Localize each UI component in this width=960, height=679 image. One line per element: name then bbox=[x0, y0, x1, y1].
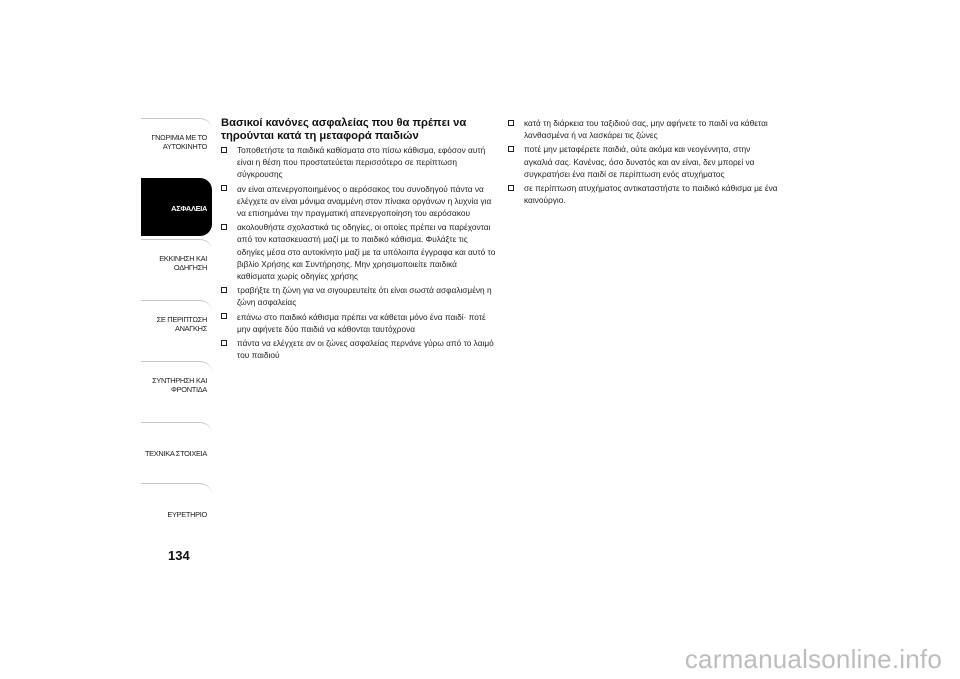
tab-maintenance[interactable] bbox=[141, 361, 212, 419]
checkbox-bullet-icon bbox=[508, 185, 514, 191]
tab-label: ΣΕ ΠΕΡΙΠΤΩΣΗ ΑΝΑΓΚΗΣ bbox=[156, 315, 207, 333]
tab-index[interactable] bbox=[141, 483, 212, 541]
list-item: Τοποθετήστε τα παιδικά καθίσματα στο πίσω κάθισμα, εφόσον αυτή είναι η θέση που προστατεύεται περισσότερο σε περίπτωση σύγκρουσης bbox=[221, 144, 496, 181]
checkbox-bullet-icon bbox=[221, 313, 227, 319]
checkbox-bullet-icon bbox=[221, 224, 227, 230]
list-item: ποτέ μην μεταφέρετε παιδιά, ούτε ακόμα και νεογέννητα, στην αγκαλιά σας. Κανένας, όσο δυνατός και αν είναι, δεν μπορεί να συγκρατήσει ένα παιδί σε περίπτωση ενός ατυχήματος bbox=[508, 143, 778, 180]
checkbox-bullet-icon bbox=[221, 147, 227, 153]
tab-technical-data[interactable] bbox=[141, 422, 212, 480]
watermark: carmanualsonline.info bbox=[684, 644, 942, 674]
checkbox-bullet-icon bbox=[221, 340, 227, 346]
tab-label: ΤΕΧΝΙΚΑ ΣΤΟΙΧΕΙΑ bbox=[144, 449, 207, 458]
checkbox-bullet-icon bbox=[508, 120, 514, 126]
tab-emergency[interactable] bbox=[141, 300, 212, 358]
section-title: Βασικοί κανόνες ασφαλείας που θα πρέπει να τηρούνται κατά τη μεταφορά παιδιών bbox=[221, 117, 467, 142]
right-column bbox=[508, 117, 778, 208]
list-item: κατά τη διάρκεια του ταξιδιού σας, μην αφήνετε το παιδί να κάθεται λανθασμένα ή να λασκάρει τις ζώνες bbox=[508, 117, 778, 141]
tab-label: ΕΚΚΙΝΗΣΗ ΚΑΙ ΟΔΗΓΗΣΗ bbox=[159, 254, 207, 272]
tab-getting-to-know[interactable] bbox=[141, 118, 212, 176]
checkbox-bullet-icon bbox=[508, 146, 514, 152]
list-item: επάνω στο παιδικό κάθισμα πρέπει να κάθεται μόνο ένα παιδί· ποτέ μην αφήνετε δύο παιδιά να κάθονται ταυτόχρονα bbox=[221, 311, 496, 335]
left-column bbox=[221, 144, 496, 363]
list-item: τραβήξτε τη ζώνη για να σιγουρευτείτε ότι είναι σωστά ασφαλισμένη η ζώνη ασφαλείας bbox=[221, 284, 496, 308]
page-number: 134 bbox=[168, 548, 190, 563]
checkbox-bullet-icon bbox=[221, 185, 227, 191]
list-item: σε περίπτωση ατυχήματος αντικαταστήστε το παιδικό κάθισμα με ένα καινούργιο. bbox=[508, 182, 778, 206]
tab-safety[interactable] bbox=[141, 178, 212, 236]
tab-label: ΑΣΦΑΛΕΙΑ bbox=[171, 204, 207, 213]
list-item: αν είναι απενεργοποιημένος ο αερόσακος του συνοδηγού πάντα να ελέγχετε αν είναι μόνιμα αναμμένη στον πίνακα οργάνων η λυχνία για να επισημάνει την πραγματική απενεργοποίηση του αερόσακου bbox=[221, 183, 496, 220]
tab-starting-driving[interactable] bbox=[141, 239, 212, 297]
tab-label: ΣΥΝΤΗΡΗΣΗ ΚΑΙ ΦΡΟΝΤΙΔΑ bbox=[152, 376, 207, 394]
checkbox-bullet-icon bbox=[221, 287, 227, 293]
list-item: πάντα να ελέγχετε αν οι ζώνες ασφαλείας περνάνε γύρω από το λαιμό του παιδιού bbox=[221, 337, 496, 361]
list-item: ακολουθήστε σχολαστικά τις οδηγίες, οι οποίες πρέπει να παρέχονται από τον κατασκευαστή μαζί με το παιδικό κάθισμα. Φυλάξτε τις οδηγίες μέσα στο αυτοκίνητο μαζί με τα υπόλοιπα έγγραφα και αυτό το βιβλίο Χρήσης και Συντήρησης. Μην χρησιμοποιείτε παιδικά καθίσματα χωρίς οδηγίες χρήσης bbox=[221, 221, 496, 282]
tab-label: ΓΝΩΡΙΜΙΑ ΜΕ ΤΟ ΑΥΤΟΚΙΝΗΤΟ bbox=[151, 133, 207, 151]
tab-label: ΕΥΡΕΤΗΡΙΟ bbox=[167, 510, 207, 519]
